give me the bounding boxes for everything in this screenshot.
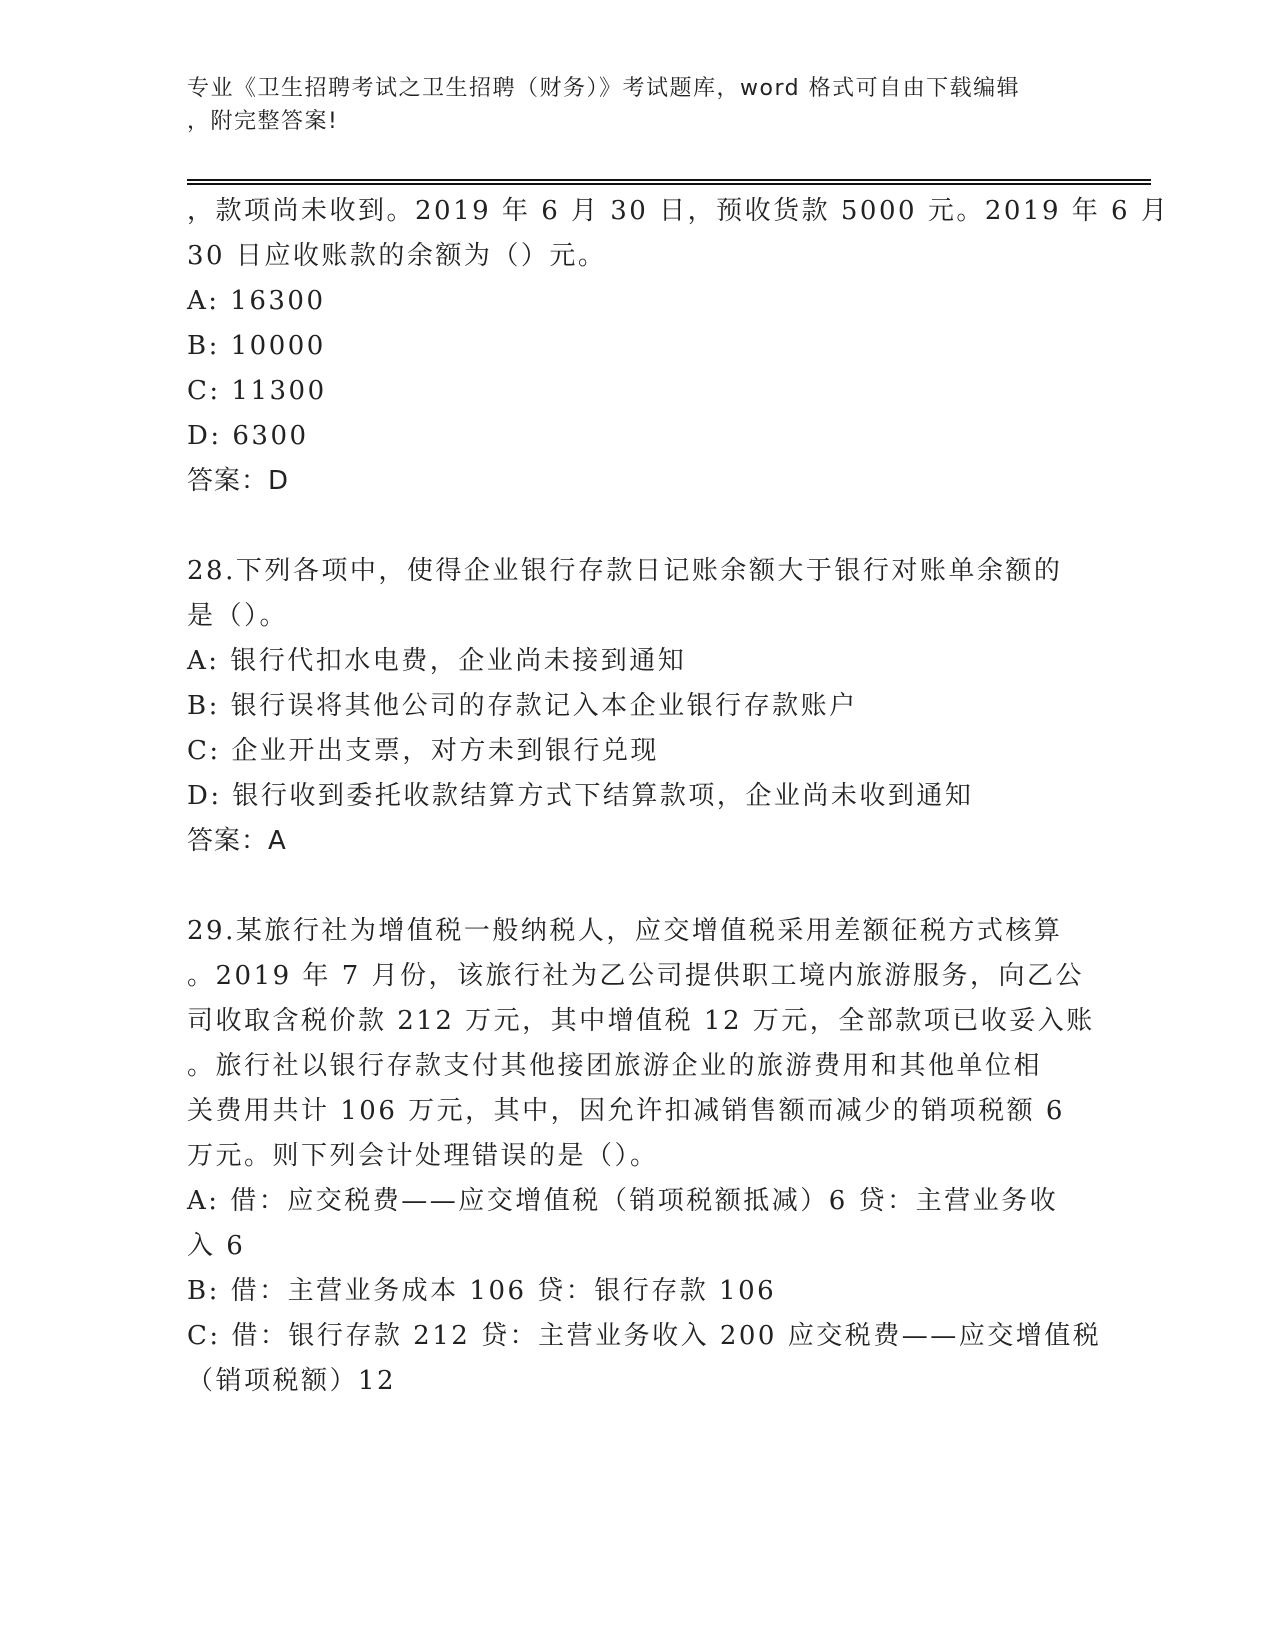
q29-stem-line-2: 。2019 年 7 月份，该旅行社为乙公司提供职工境内旅游服务，向乙公: [187, 961, 1085, 991]
q29-option-a-line-2: 入 6: [187, 1231, 246, 1261]
header-divider-top: [187, 179, 1151, 181]
q28-option-d: D: 银行收到委托收款结算方式下结算款项，企业尚未收到通知: [187, 781, 974, 811]
q28-stem-line-1: 28.下列各项中，使得企业银行存款日记账余额大于银行对账单余额的: [187, 556, 1063, 586]
header-divider-bottom: [187, 183, 1151, 185]
question-spacer: [187, 864, 1087, 909]
q29-stem-line-4: 。旅行社以银行存款支付其他接团旅游企业的旅游费用和其他单位相: [187, 1051, 1043, 1081]
document-header: [187, 72, 1087, 138]
q29-option-b: B: 借：主营业务成本 106 贷：银行存款 106: [187, 1276, 777, 1306]
q29-stem-line-5: 关费用共计 106 万元，其中，因允许扣减销售额而减少的销项税额 6: [187, 1096, 1065, 1126]
question-content: [187, 189, 1170, 1404]
question-spacer: [187, 504, 1087, 549]
q27-option-d: D: 6300: [187, 421, 309, 451]
q28-option-c: C: 企业开出支票，对方未到银行兑现: [187, 736, 659, 766]
q29-stem-line-6: 万元。则下列会计处理错误的是（）。: [187, 1141, 659, 1171]
q28-answer: 答案：A: [187, 826, 287, 856]
q28-option-b: B: 银行误将其他公司的存款记入本企业银行存款账户: [187, 691, 858, 721]
question-29: [187, 909, 1102, 1404]
q29-option-a-line-1: A: 借：应交税费——应交增值税（销项税额抵减）6 贷：主营业务收: [187, 1186, 1059, 1216]
q27-answer: 答案：D: [187, 466, 290, 496]
q27-stem-line-1: ，款项尚未收到。2019 年 6 月 30 日，预收货款 5000 元。2019 年 6 月: [187, 196, 1170, 226]
q27-stem-line-2: 30 日应收账款的余额为（）元。: [187, 241, 607, 271]
q28-stem-line-2: 是（）。: [187, 601, 289, 631]
question-28: [187, 549, 1087, 864]
q27-option-b: B: 10000: [187, 331, 326, 361]
q29-option-c-line-1: C: 借：银行存款 212 贷：主营业务收入 200 应交税费——应交增值税: [187, 1321, 1102, 1351]
header-line-2: ，附完整答案!: [187, 109, 339, 134]
q27-option-c: C: 11300: [187, 376, 327, 406]
q27-option-a: A: 16300: [187, 286, 326, 316]
q28-option-a: A: 银行代扣水电费，企业尚未接到通知: [187, 646, 687, 676]
q29-stem-line-1: 29.某旅行社为增值税一般纳税人，应交增值税采用差额征税方式核算: [187, 916, 1063, 946]
q29-option-c-line-2: （销项税额）12: [187, 1366, 397, 1396]
header-line-1: 专业《卫生招聘考试之卫生招聘（财务）》考试题库，word 格式可自由下载编辑: [187, 76, 1021, 101]
q29-stem-line-3: 司收取含税价款 212 万元，其中增值税 12 万元，全部款项已收妥入账: [187, 1006, 1095, 1036]
question-27: [187, 189, 1170, 504]
